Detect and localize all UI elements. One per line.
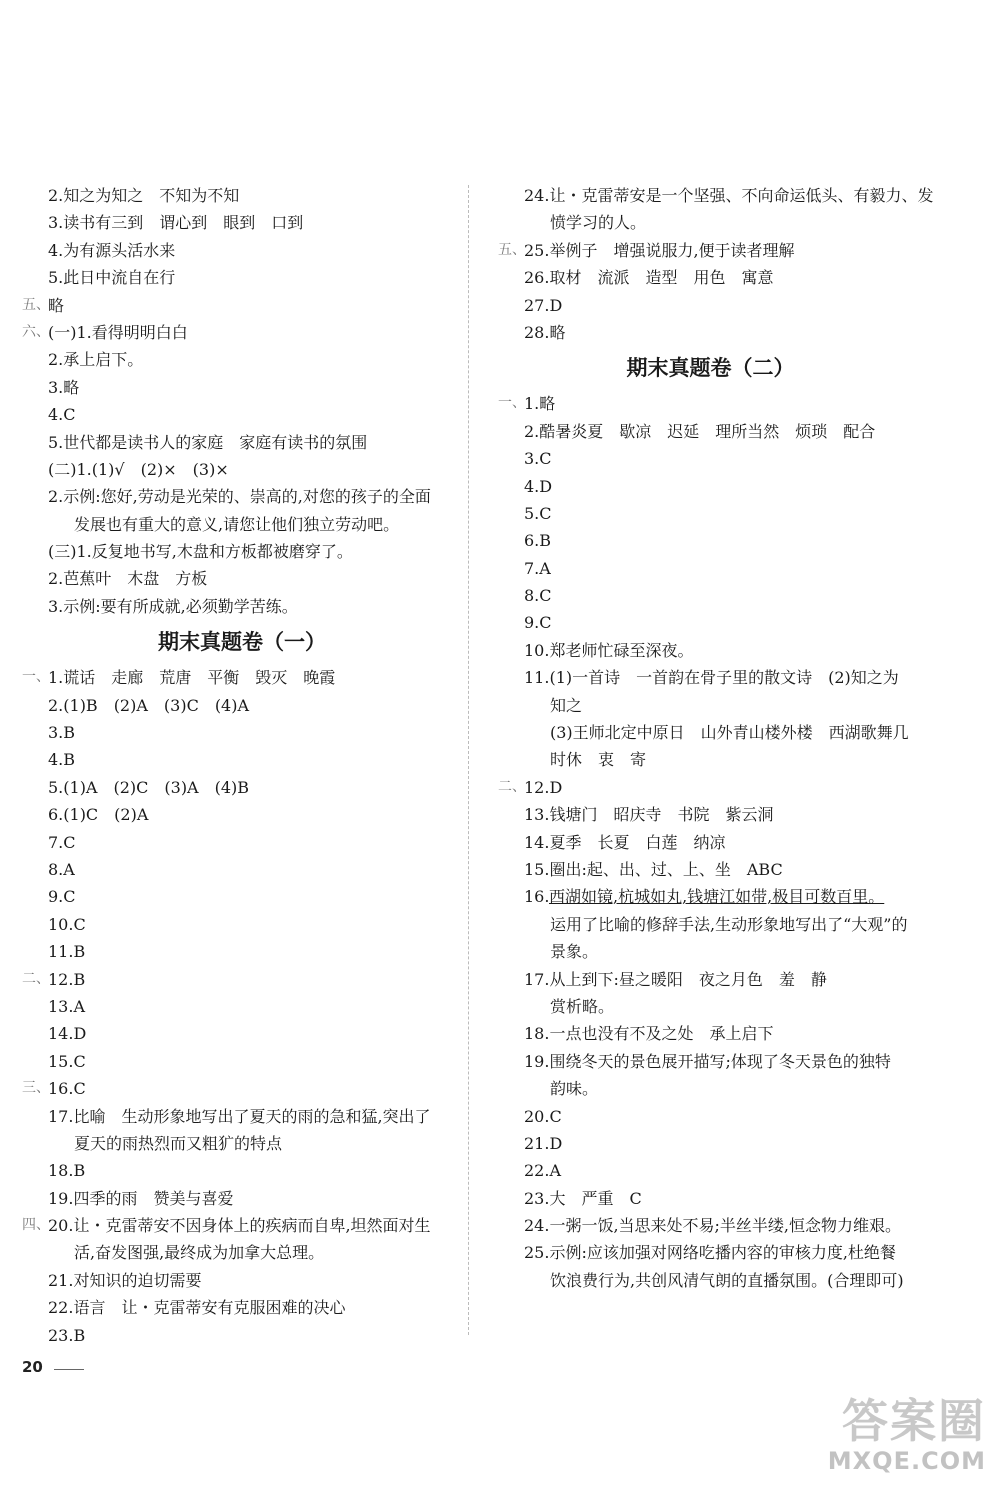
answer-text: 5.(1)A (2)C (3)A (4)B bbox=[48, 777, 250, 797]
answer-text: 3.B bbox=[48, 723, 76, 743]
answer-line bbox=[498, 774, 923, 801]
right-column bbox=[498, 182, 934, 1294]
answer-line bbox=[22, 1294, 462, 1321]
answer-line bbox=[498, 500, 923, 527]
answer-text: 28.略 bbox=[524, 322, 566, 342]
answer-text: 25.示例:应该加强对网络吃播内容的审核力度,杜绝餐 bbox=[524, 1243, 896, 1263]
answer-text: 22.语言 让・克雷蒂安有克服困难的决心 bbox=[48, 1298, 346, 1318]
answer-line bbox=[22, 746, 462, 773]
answer-text: 1.谎话 走廊 荒唐 平衡 毁灭 晚霞 bbox=[48, 668, 336, 688]
answer-text: 3.C bbox=[524, 449, 552, 469]
answer-line bbox=[498, 445, 923, 472]
answer-line bbox=[498, 1020, 923, 1047]
answer-text: 15.C bbox=[48, 1051, 86, 1071]
answer-line bbox=[22, 719, 462, 746]
section-marker: 六、 bbox=[22, 323, 50, 340]
answer-line bbox=[22, 346, 462, 373]
answer-text: 5.世代都是读书人的家庭 家庭有读书的氛围 bbox=[48, 432, 368, 452]
answer-line bbox=[22, 1267, 462, 1294]
answer-line bbox=[498, 664, 923, 691]
answer-line bbox=[22, 774, 462, 801]
answer-line bbox=[498, 609, 923, 636]
column-divider bbox=[468, 185, 469, 1335]
answer-line bbox=[498, 319, 923, 346]
answer-line bbox=[498, 1267, 923, 1294]
watermark-brand: 答案圈 bbox=[842, 1394, 986, 1448]
answer-line bbox=[22, 483, 462, 510]
section-title: 期末真题卷（二） bbox=[626, 356, 795, 381]
answer-line bbox=[498, 1048, 923, 1075]
answer-text: 愤学习的人。 bbox=[550, 213, 647, 233]
answer-text: 韵味。 bbox=[550, 1079, 599, 1099]
answer-text: 4.C bbox=[48, 405, 76, 425]
answer-line bbox=[498, 938, 923, 965]
answer-text: 26.取材 流派 造型 用色 寓意 bbox=[524, 268, 774, 288]
answer-line bbox=[498, 418, 923, 445]
answer-line bbox=[498, 1075, 923, 1102]
answer-text: 9.C bbox=[524, 613, 552, 633]
answer-text: 6.(1)C (2)A bbox=[48, 805, 149, 825]
answer-text: 21.对知识的迫切需要 bbox=[48, 1270, 202, 1290]
answer-text: 11.(1)一首诗 一首韵在骨子里的散文诗 (2)知之为 bbox=[524, 668, 899, 688]
answer-line bbox=[22, 1103, 462, 1130]
section-marker: 二、 bbox=[498, 778, 526, 795]
answer-line bbox=[22, 593, 462, 620]
answer-text: 3.示例:要有所成就,必须勤学苦练。 bbox=[48, 596, 298, 616]
answer-line bbox=[498, 209, 923, 236]
answer-text: 4.B bbox=[48, 750, 76, 770]
answer-line bbox=[498, 719, 923, 746]
answer-line bbox=[22, 565, 462, 592]
answer-text: 13.A bbox=[48, 996, 85, 1016]
answer-line bbox=[498, 993, 923, 1020]
answer-line bbox=[498, 1130, 923, 1157]
answer-text: 17.比喻 生动形象地写出了夏天的雨的急和猛,突出了 bbox=[48, 1106, 431, 1126]
answer-text: 16.C bbox=[48, 1079, 86, 1099]
answer-text: 3.读书有三到 谓心到 眼到 口到 bbox=[48, 213, 304, 233]
answer-text: 3.略 bbox=[48, 377, 80, 397]
answer-text: 19.围绕冬天的景色展开描写;体现了冬天景色的独特 bbox=[524, 1051, 891, 1071]
answer-text: 25.举例子 增强说服力,便于读者理解 bbox=[524, 240, 795, 260]
answer-text: 2.知之为知之 不知为不知 bbox=[48, 186, 240, 205]
answer-line bbox=[22, 856, 462, 883]
answer-line bbox=[498, 1212, 923, 1239]
answer-line bbox=[22, 1048, 462, 1075]
answer-line bbox=[22, 911, 462, 938]
answer-text: 2.芭蕉叶 木盘 方板 bbox=[48, 569, 208, 589]
answer-line bbox=[498, 555, 923, 582]
answer-line bbox=[22, 182, 462, 209]
answer-text: 8.C bbox=[524, 586, 552, 606]
answer-text: 20.C bbox=[524, 1106, 562, 1126]
answer-text: 9.C bbox=[48, 887, 76, 907]
answer-line bbox=[498, 237, 923, 264]
answer-line bbox=[22, 966, 462, 993]
answer-line bbox=[22, 1075, 462, 1102]
answer-line bbox=[22, 538, 462, 565]
underlined-answer: 西湖如镜,杭城如丸,钱塘江如带,极目可数百里。 bbox=[549, 887, 885, 907]
answer-text: 4.D bbox=[524, 476, 553, 496]
answer-line bbox=[498, 637, 923, 664]
answer-text: 27.D bbox=[524, 295, 563, 315]
section-marker: 三、 bbox=[22, 1080, 50, 1097]
answer-text: (一)1.看得明明白白 bbox=[48, 322, 188, 342]
answer-line bbox=[498, 692, 923, 719]
answer-text: 2.示例:您好,劳动是光荣的、崇高的,对您的孩子的全面 bbox=[48, 487, 431, 507]
answer-line bbox=[498, 527, 923, 554]
answer-text: 1.略 bbox=[524, 394, 556, 414]
answer-text: 19.四季的雨 赞美与喜爱 bbox=[48, 1188, 234, 1208]
answer-text: 6.B bbox=[524, 531, 552, 551]
answer-text: (3)王师北定中原日 山外青山楼外楼 西湖歌舞几 bbox=[550, 723, 909, 743]
answer-text: 14.夏季 长夏 白莲 纳凉 bbox=[524, 832, 726, 852]
answer-line bbox=[22, 692, 462, 719]
answer-text: 运用了比喻的修辞手法,生动形象地写出了“大观”的 bbox=[550, 914, 908, 934]
answer-text: 4.为有源头活水来 bbox=[48, 240, 176, 260]
answer-line bbox=[22, 456, 462, 483]
answer-text: 14.D bbox=[48, 1024, 87, 1044]
left-column bbox=[22, 182, 462, 1349]
answer-text: (三)1.反复地书写,木盘和方板都被磨穿了。 bbox=[48, 542, 353, 562]
answer-text: 8.A bbox=[48, 859, 75, 879]
answer-line bbox=[498, 856, 923, 883]
answer-line bbox=[498, 182, 934, 209]
answer-text: 24.让・克雷蒂安是一个坚强、不向命运低头、有毅力、发 bbox=[524, 186, 934, 205]
watermark-site: MXQE.COM bbox=[827, 1447, 986, 1475]
answer-line bbox=[22, 237, 462, 264]
answer-line bbox=[22, 209, 462, 236]
answer-text: 2.承上启下。 bbox=[48, 350, 144, 370]
answer-text: 10.郑老师忙碌至深夜。 bbox=[524, 640, 694, 660]
answer-text: 2.酷暑炎夏 歇凉 迟延 理所当然 烦琐 配合 bbox=[524, 421, 876, 441]
answer-line bbox=[22, 883, 462, 910]
answer-line bbox=[22, 374, 462, 401]
answer-line bbox=[498, 390, 923, 417]
answer-text: 景象。 bbox=[550, 942, 599, 962]
answer-text: 知之 bbox=[550, 695, 583, 715]
answer-text: 16. bbox=[524, 887, 550, 907]
answer-line bbox=[22, 429, 462, 456]
answer-text: 发展也有重大的意义,请您让他们独立劳动吧。 bbox=[74, 514, 400, 534]
answer-line bbox=[22, 1130, 462, 1157]
answer-text: 15.圈出:起、出、过、上、坐 ABC bbox=[524, 859, 783, 879]
answer-line bbox=[498, 473, 923, 500]
answer-text: 11.B bbox=[48, 942, 86, 962]
answer-line bbox=[22, 1020, 462, 1047]
section-marker: 一、 bbox=[22, 669, 50, 686]
answer-text: 夏天的雨热烈而又粗犷的特点 bbox=[74, 1133, 283, 1153]
answer-text: 赏析略。 bbox=[550, 996, 615, 1016]
answer-text: 18.一点也没有不及之处 承上启下 bbox=[524, 1024, 774, 1044]
answer-line bbox=[498, 966, 923, 993]
answer-text: 23.B bbox=[48, 1325, 86, 1345]
answer-text: 活,奋发图强,最终成为加拿大总理。 bbox=[74, 1243, 325, 1263]
section-marker: 五、 bbox=[498, 241, 526, 258]
answer-text: 18.B bbox=[48, 1161, 86, 1181]
answer-line bbox=[22, 401, 462, 428]
answer-line bbox=[498, 292, 923, 319]
answer-line bbox=[498, 1185, 923, 1212]
answer-line bbox=[498, 801, 923, 828]
answer-line bbox=[498, 883, 923, 910]
section-title: 期末真题卷（一） bbox=[158, 630, 326, 655]
answer-text: 饮浪费行为,共创风清气朗的直播氛围。(合理即可) bbox=[550, 1270, 904, 1290]
answer-line bbox=[22, 264, 462, 291]
answer-text: 10.C bbox=[48, 914, 86, 934]
answer-line bbox=[22, 511, 462, 538]
answer-text: 5.C bbox=[524, 503, 552, 523]
answer-line bbox=[22, 938, 462, 965]
answer-line bbox=[498, 582, 923, 609]
answer-text: 24.一粥一饭,当思来处不易;半丝半缕,恒念物力维艰。 bbox=[524, 1216, 902, 1236]
answer-line bbox=[498, 911, 923, 938]
answer-text: 21.D bbox=[524, 1133, 563, 1153]
answer-line bbox=[22, 801, 462, 828]
section-marker: 五、 bbox=[22, 296, 50, 313]
section-marker: 四、 bbox=[22, 1217, 50, 1234]
answer-line bbox=[22, 292, 462, 319]
answer-line bbox=[498, 264, 923, 291]
answer-line bbox=[22, 829, 462, 856]
answer-text: 7.A bbox=[524, 558, 551, 578]
answer-line bbox=[22, 664, 462, 691]
answer-line bbox=[22, 1239, 462, 1266]
answer-text: (二)1.(1)√ (2)× (3)× bbox=[48, 459, 229, 479]
answer-text: 22.A bbox=[524, 1161, 561, 1181]
answer-line bbox=[498, 829, 923, 856]
answer-line bbox=[22, 1322, 462, 1349]
answer-text: 7.C bbox=[48, 832, 76, 852]
answer-text: 13.钱塘门 昭庆寺 书院 紫云洞 bbox=[524, 805, 774, 825]
section-marker: 二、 bbox=[22, 970, 50, 987]
answer-text: 12.B bbox=[48, 969, 86, 989]
watermark bbox=[782, 1385, 992, 1490]
page-number: 20 bbox=[22, 1358, 43, 1376]
answer-text: 17.从上到下:昼之暖阳 夜之月色 羞 静 bbox=[524, 969, 827, 989]
answer-line bbox=[498, 1239, 923, 1266]
answer-text: 时休 衷 寄 bbox=[550, 750, 647, 770]
answer-text: 20.让・克雷蒂安不因身体上的疾病而自卑,坦然面对生 bbox=[48, 1216, 431, 1236]
answer-line bbox=[22, 1185, 462, 1212]
answer-line bbox=[498, 1103, 923, 1130]
answer-text: 略 bbox=[48, 295, 65, 315]
answer-line bbox=[22, 319, 462, 346]
answer-line bbox=[498, 1157, 923, 1184]
answer-text: 5.此日中流自在行 bbox=[48, 268, 176, 288]
answer-line bbox=[498, 746, 923, 773]
answer-line bbox=[22, 993, 462, 1020]
answer-line bbox=[22, 1157, 462, 1184]
page-number-rule bbox=[54, 1369, 84, 1370]
answer-text: 2.(1)B (2)A (3)C (4)A bbox=[48, 695, 250, 715]
answer-text: 23.大 严重 C bbox=[524, 1188, 642, 1208]
answer-text: 12.D bbox=[524, 777, 563, 797]
answer-line bbox=[22, 1212, 462, 1239]
section-marker: 一、 bbox=[498, 395, 526, 412]
